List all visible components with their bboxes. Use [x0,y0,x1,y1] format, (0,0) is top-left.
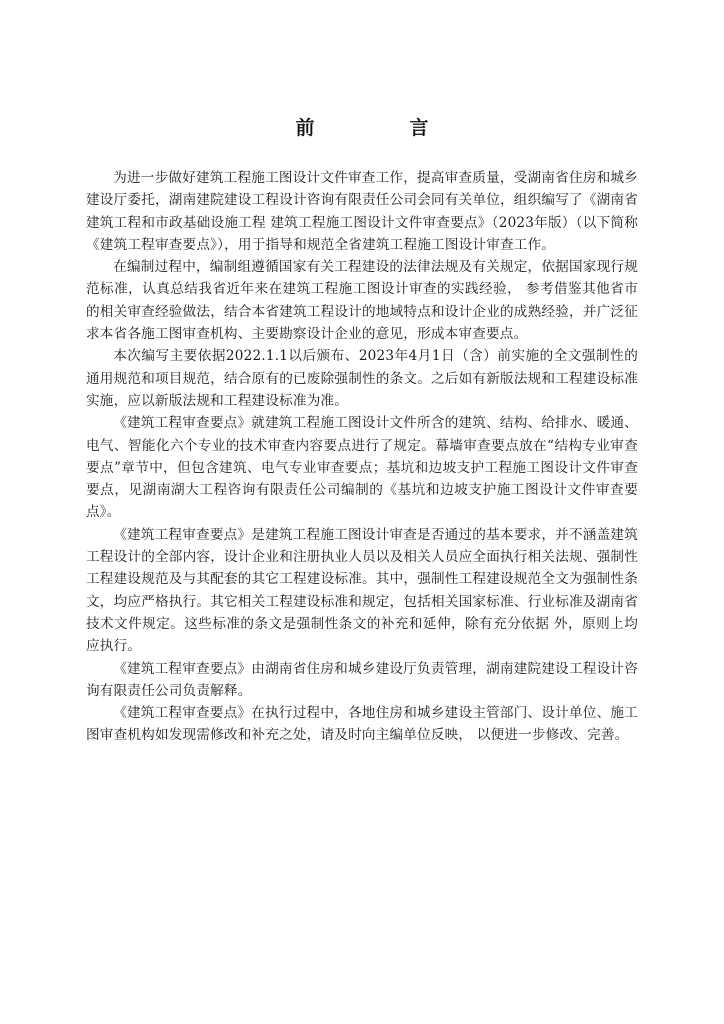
paragraph-4: 《建筑工程审查要点》就建筑工程施工图设计文件所含的建筑、结构、给排水、暖通、电气、智能化六个专业的技术审查内容要点进行了规定。幕墙审查要点放在“结构专业审查要点”章节中，但包含建筑、电气专业审查要点；基坑和边坡支护工程施工图设计文件审查要点，见湖南湖大工程咨询有限责任公司编制的《基坑和边坡支护施工图设计文件审查要点》。 [86,415,638,521]
preface-body [86,167,638,747]
paragraph-5: 《建筑工程审查要点》是建筑工程施工图设计审查是否通过的基本要求，并不涵盖建筑工程设计的全部内容，设计企业和注册执业人员以及相关人员应全面执行相关法规、强制性工程建设规范及与其配套的其它工程建设标准。其中，强制性工程建设规范全文为强制性条文，均应严格执行。其它相关工程建设标准和规定，包括相关国家标准、行业标准及湖南省技术文件规定。这些标准的条文是强制性条文的补充和延伸，除有充分依据 外，原则上均应执行。 [86,526,638,655]
page-title: 前 言 [295,117,467,139]
paragraph-3: 本次编写主要依据2022.1.1以后颁布、2023年4月1日（含）前实施的全文强制性的通用规范和项目规范，结合原有的已废除强制性的条文。之后如有新版法规和工程建设标准实施，应以新版法规和工程建设标准为准。 [86,348,638,409]
paragraph-7: 《建筑工程审查要点》在执行过程中，各地住房和城乡建设主管部门、设计单位、施工图审查机构如发现需修改和补充之处，请及时向主编单位反映， 以便进一步修改、完善。 [86,705,638,744]
paragraph-1: 为进一步做好建筑工程施工图设计文件审查工作，提高审查质量，受湖南省住房和城乡建设厅委托，湖南建院建设工程设计咨询有限责任公司会同有关单位，组织编写了《湖南省建筑工程和市政基础设施工程 建筑工程施工图设计文件审查要点》（2023年版）（以下简称《建筑工程审查要点》），用于指导和规范全省建筑工程施工图设计审查工作。 [86,170,638,253]
paragraph-6: 《建筑工程审查要点》由湖南省住房和城乡建设厅负责管理，湖南建院建设工程设计咨询有限责任公司负责解释。 [86,660,638,699]
paragraph-2: 在编制过程中，编制组遵循国家有关工程建设的法律法规及有关规定，依据国家现行规范标准，认真总结我省近年来在建筑工程施工图设计审查的实践经验， 参考借鉴其他省市的相关审查经验做法，结合本省建筑工程设计的地域特点和设计企业的成熟经验，并广泛征求本省各施工图审查机构、主要勘察设计企业的意见，形成本审查要点。 [86,259,638,343]
